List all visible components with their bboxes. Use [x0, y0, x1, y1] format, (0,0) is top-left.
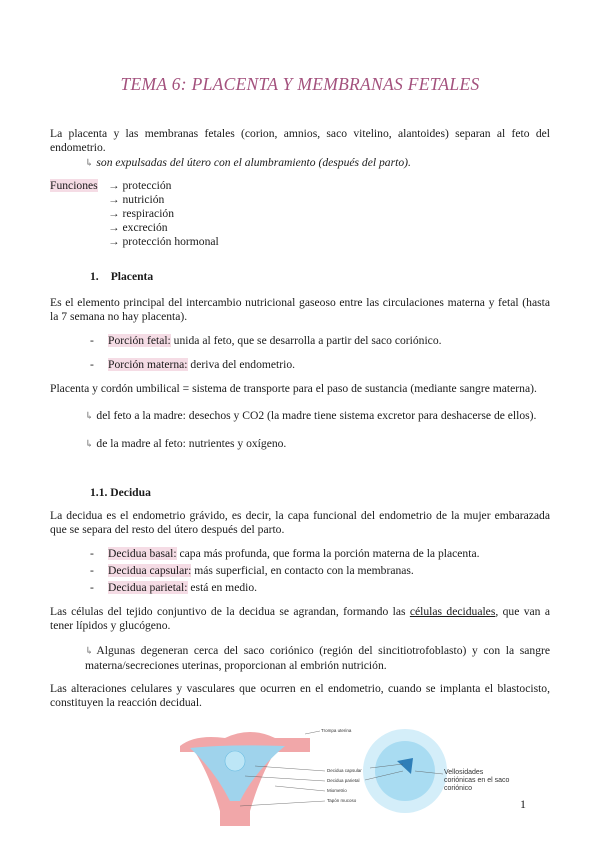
figure-label: Trompa uterina	[321, 728, 352, 733]
bullet-item: -	[90, 564, 94, 577]
celulas-sub: ↳ Algunas degeneran cerca del saco coriónico (región del sincitiotrofoblasto) y con la sangre materna/secreciones uterinas, proporcionan al embrión nutrición.	[85, 644, 550, 672]
arrow-icon: →	[108, 207, 120, 220]
transport-sub-2: ↳ de la madre al feto: nutrientes y oxígeno.	[85, 437, 287, 450]
bullet-item: -	[90, 547, 94, 560]
funcion-item: → protección hormonal	[108, 235, 219, 248]
decidua-paragraph: La decidua es el endometrio grávido, es decir, la capa funcional del endometrio de la mujer embarazada que se separa del resto del útero después del parto.	[50, 509, 550, 536]
placenta-paragraph: Es el elemento principal del intercambio nutricional gaseoso entre las circulaciones materna y fetal (hasta la 7 semana no hay placenta).	[50, 296, 550, 323]
section-heading-placenta: 1. Placenta	[90, 270, 154, 283]
bullet-item: -	[90, 581, 94, 594]
figure-label: Decidua parietal	[327, 778, 360, 783]
reaccion-paragraph: Las alteraciones celulares y vasculares que ocurren en el endometrio, cuando se implanta el blastocisto, constituyen la reacción decidual.	[50, 682, 550, 709]
section-heading-decidua: 1.1. Decidua	[90, 486, 151, 499]
intro-paragraph: La placenta y las membranas fetales (corion, amnios, saco vitelino, alantoides) separan al feto del endometrio.	[50, 127, 550, 154]
bullet-porcion-fetal: Porción fetal: unida al feto, que se desarrolla a partir del saco coriónico.	[108, 334, 442, 347]
bullet-decidua-basal: Decidua basal: capa más profunda, que forma la porción materna de la placenta.	[108, 547, 480, 560]
figure-label: Miometrio	[327, 788, 347, 793]
figure-label: Decidua capsular	[327, 768, 362, 773]
celulas-paragraph: Las células del tejido conjuntivo de la decidua se agrandan, formando las células deciduales, que van a tener lípidos y glucógeno.	[50, 605, 550, 632]
bullet-decidua-parietal: Decidua parietal: está en medio.	[108, 581, 258, 594]
page-number: 1	[520, 797, 526, 811]
sub-arrow-icon: ↳	[85, 411, 94, 422]
bullet-item: -	[90, 334, 94, 347]
figure-label-vellosidades: Vellosidades coriónicas en el saco coriónico	[444, 769, 510, 792]
bullet-decidua-capsular: Decidua capsular: más superficial, en contacto con la membranas.	[108, 564, 414, 577]
uterus-decidua-figure	[175, 716, 475, 826]
funcion-item: → respiración	[108, 207, 175, 220]
funcion-item: → protección	[108, 179, 172, 192]
page-title: TEMA 6: PLACENTA Y MEMBRANAS FETALES	[120, 74, 480, 94]
transport-paragraph: Placenta y cordón umbilical = sistema de transporte para el paso de sustancia (mediante sangre materna).	[50, 382, 537, 395]
funcion-item: → excreción	[108, 221, 168, 234]
chorionic-sac	[225, 751, 245, 771]
chorionic-sac-detail	[375, 741, 435, 801]
funcion-item: → nutrición	[108, 193, 165, 206]
arrow-icon: →	[108, 193, 120, 206]
figure-label: Tapón mucoso	[327, 798, 357, 803]
arrow-icon: →	[108, 179, 120, 192]
funciones-label: Funciones	[50, 179, 98, 192]
bullet-item: -	[90, 358, 94, 371]
arrow-icon: →	[108, 221, 120, 234]
bullet-porcion-materna: Porción materna: deriva del endometrio.	[108, 358, 296, 371]
transport-sub-1: ↳ del feto a la madre: desechos y CO2 (la madre tiene sistema excretor para deshacerse de ellos).	[85, 409, 537, 422]
intro-sub-note: ↳ son expulsadas del útero con el alumbramiento (después del parto).	[85, 156, 411, 169]
sub-arrow-icon: ↳	[85, 158, 94, 169]
arrow-icon: →	[108, 235, 120, 248]
sub-arrow-icon: ↳	[85, 439, 94, 450]
sub-arrow-icon: ↳	[85, 646, 94, 657]
